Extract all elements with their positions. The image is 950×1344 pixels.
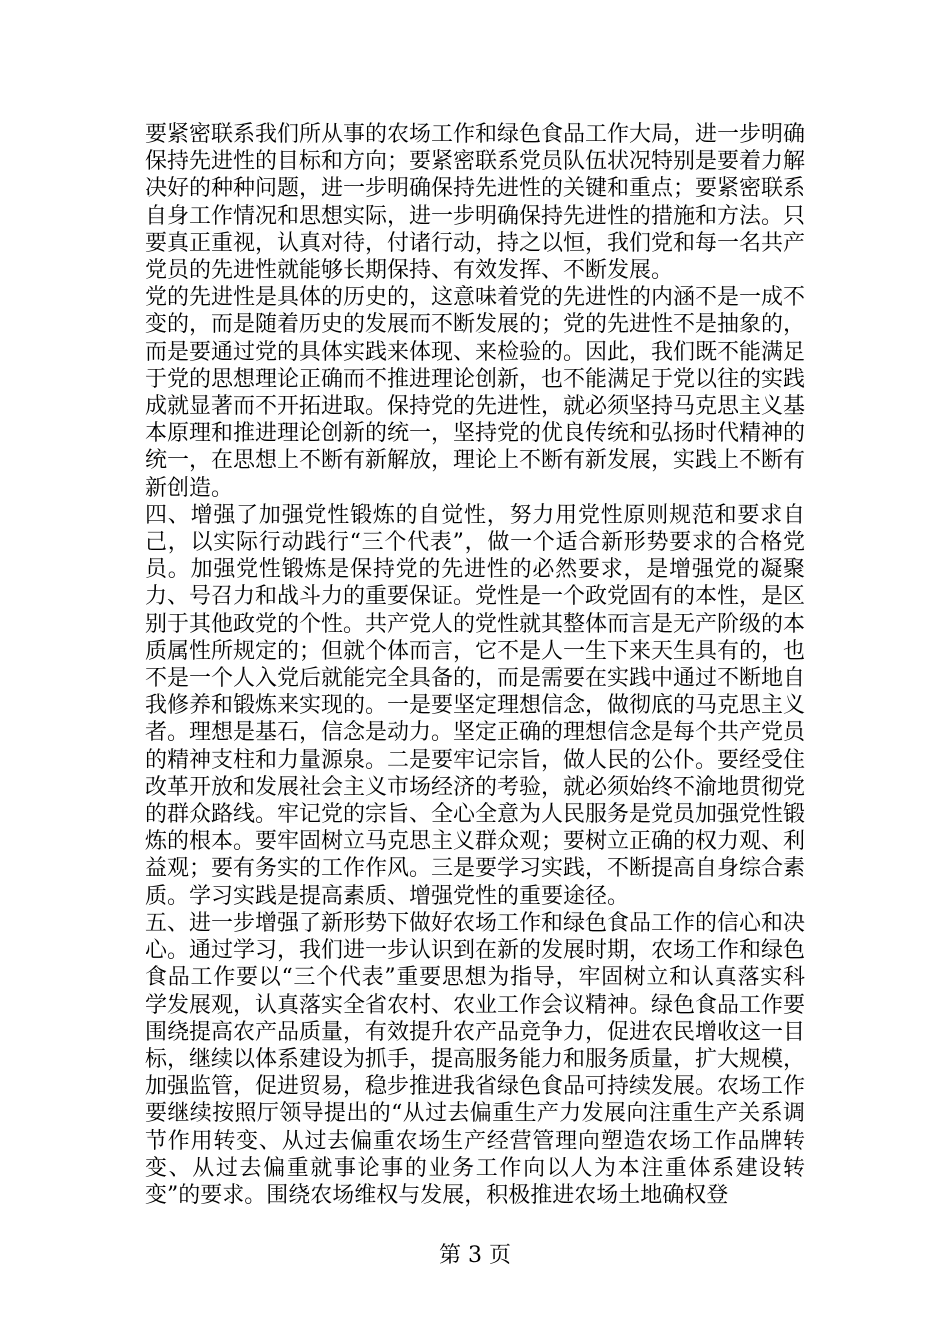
paragraph-4: 五、进一步增强了新形势下做好农场工作和绿色食品工作的信心和决心。通过学习，我们进一步认识到在新的发展时期，农场工作和绿色食品工作要以“三个代表”重要思想为指导，牢固树立和认真落实科学发展观，认真落实全省农村、农业工作会议精神。绿色食品工作要围绕提高农产品质量，有效提升农产品竞争力，促进农民增收这一目标，继续以体系建设为抓手，提高服务能力和服务质量，扩大规模，加强监管，促进贸易，稳步推进我省绿色食品可持续发展。农场工作要继续按照厅领导提出的“从过去偏重生产力发展向注重生产关系调节作用转变、从过去偏重农场生产经营管理向塑造农场工作品牌转变、从过去偏重就事论事的业务工作向以人为本注重体系建设转变”的要求。围绕农场维权与发展，积极推进农场土地确权登	[145, 910, 806, 1208]
paragraph-3: 四、增强了加强党性锻炼的自觉性，努力用党性原则规范和要求自己，以实际行动践行“三个代表”，做一个适合新形势要求的合格党员。加强党性锻炼是保持党的先进性的必然要求，是增强党的凝聚力、号召力和战斗力的重要保证。党性是一个政党固有的本性，是区别于其他政党的个性。共产党人的党性就其整体而言是无产阶级的本质属性所规定的；但就个体而言，它不是人一生下来天生具有的，也不是一个人入党后就能完全具备的，而是需要在实践中通过不断地自我修养和锻炼来实现的。一是要坚定理想信念，做彻底的马克思主义者。理想是基石，信念是动力。坚定正确的理想信念是每个共产党员的精神支柱和力量源泉。二是要牢记宗旨，做人民的公仆。要经受住改革开放和发展社会主义市场经济的考验，就必须始终不渝地贯彻党的群众路线。牢记党的宗旨、全心全意为人民服务是党员加强党性锻炼的根本。要牢固树立马克思主义群众观；要树立正确的权力观、利益观；要有务实的工作作风。三是要学习实践，不断提高自身综合素质。学习实践是提高素质、增强党性的重要途径。	[145, 502, 806, 909]
document-body	[145, 121, 805, 1209]
page-number-footer: 第 3 页	[439, 1243, 511, 1268]
paragraph-1: 要紧密联系我们所从事的农场工作和绿色食品工作大局，进一步明确保持先进性的目标和方向；要紧密联系党员队伍状况特别是要着力解决好的种种问题，进一步明确保持先进性的关键和重点；要紧密联系自身工作情况和思想实际，进一步明确保持先进性的措施和方法。只要真正重视，认真对待，付诸行动，持之以恒，我们党和每一名共产党员的先进性就能够长期保持、有效发挥、不断发展。	[145, 122, 806, 284]
paragraph-2: 党的先进性是具体的历史的，这意味着党的先进性的内涵不是一成不变的，而是随着历史的发展而不断发展的；党的先进性不是抽象的，而是要通过党的具体实践来体现、来检验的。因此，我们既不能满足于党的思想理论正确而不推进理论创新，也不能满足于党以往的实践成就显著而不开拓进取。保持党的先进性，就必须坚持马克思主义基本原理和推进理论创新的统一，坚持党的优良传统和弘扬时代精神的统一，在思想上不断有新解放，理论上不断有新发展，实践上不断有新创造。	[145, 285, 806, 501]
